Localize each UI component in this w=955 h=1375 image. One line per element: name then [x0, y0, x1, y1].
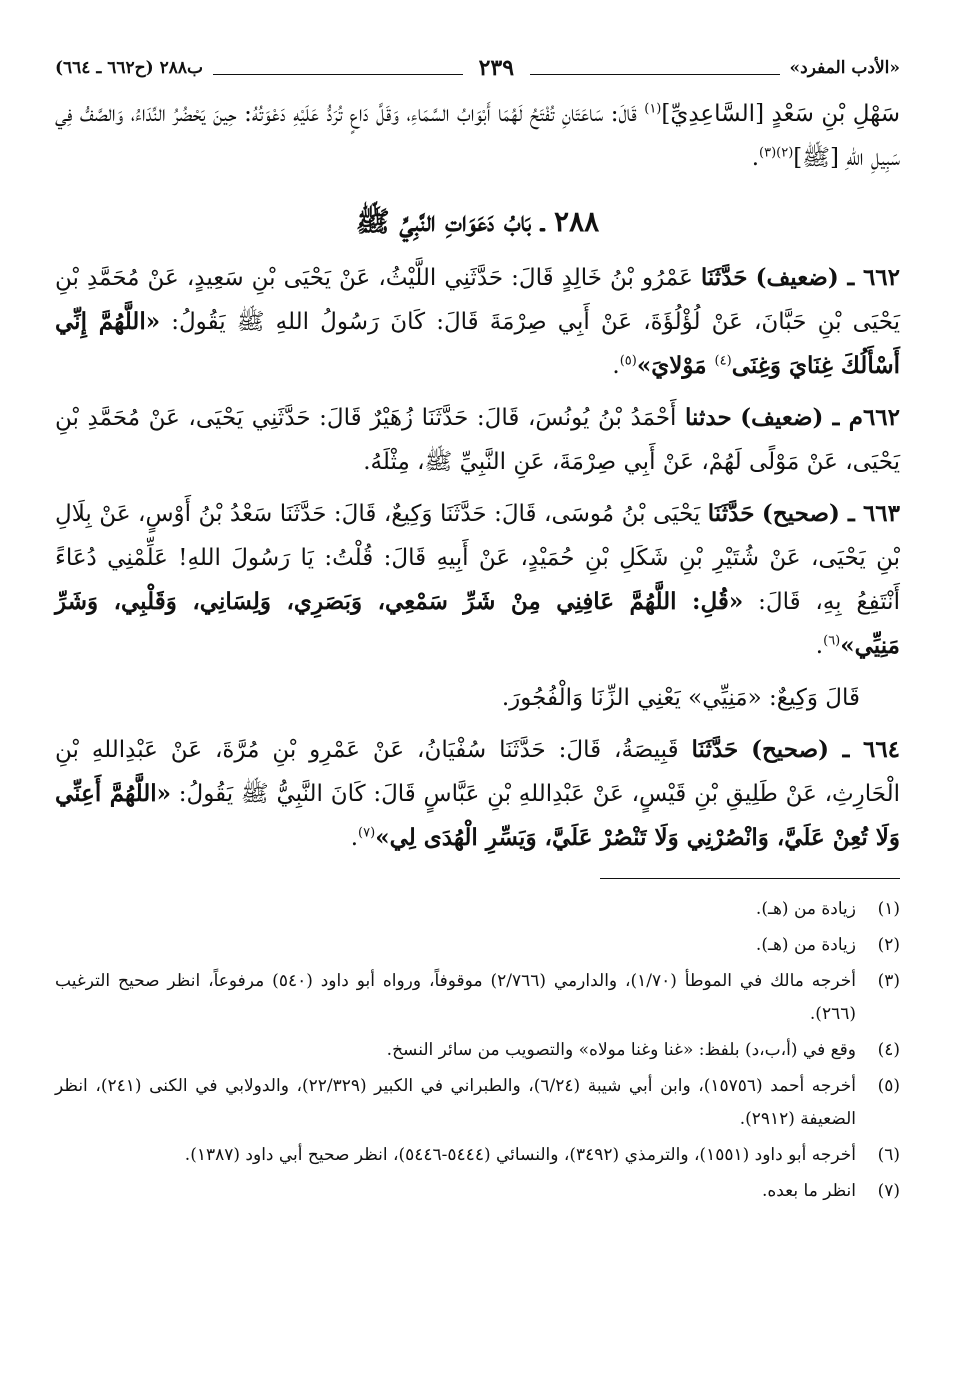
- footnote-ref-4: (٤): [714, 353, 732, 369]
- footnote-item: [55, 1139, 900, 1172]
- footnote-number: (٥): [877, 1076, 900, 1096]
- footnote-text: وقع في (أ،ب،د) بلفظ: «غنا وغنا مولاه» والتصويب من سائر النسخ.: [386, 1040, 856, 1060]
- hadith-number-grade: ٦٦٤ ـ (صحيح): [751, 736, 901, 763]
- hadith-end: .: [815, 633, 824, 659]
- haddathana: حَدَّثَنَا: [691, 736, 739, 763]
- wakee-note: قَالَ وَكِيعٌ: «مَنِيِّي» يَعْنِي الزِّنَا وَالْفُجُورَ.: [501, 685, 860, 711]
- hadith-number-grade: ٦٦٢م ـ (ضعيف): [740, 404, 901, 431]
- footnote-text: أخرجه أحمد (١٥٧٥٦)، وابن أبي شيبة (٦/٢٤)، والطبراني في الكبير (٢٢/٣٢٩)، والدولابي في الكنى (٢٤١)، انظر الضعيفة (٢٩١٢).: [55, 1076, 856, 1129]
- footnote-item: [55, 1175, 900, 1208]
- hadith-662: [55, 256, 900, 388]
- matn-a: «اللَّهُمَّ إِنِّي أَسْأَلُكَ غِنَايَ وَغِنَى: [55, 308, 900, 379]
- haddathana: حَدَّثَنَا: [700, 264, 748, 291]
- isnad: قَبِيصَةُ، قَالَ: حَدَّثَنَا سُفْيَانُ، عَنْ عَمْرِو بْنِ مُرَّةَ، عَنْ عَبْدِاللهِ بْنِ الْحَارِثِ، عَنْ طَلِيقِ بْنِ قَيْسٍ، عَنْ عَبْدِاللهِ بْنِ عَبَّاسٍ قَالَ: كَانَ النَّبِيُّ ﷺ يَقُولُ:: [55, 737, 901, 807]
- footnote-text: أخرجه مالك في الموطأ (١/٧٠)، والدارمي (٢/٧٦٦) موقوفاً، ورواه أبو داود (٥٤٠) مرفوعاً، انظر صحيح الترغيب (٢٦٦).: [55, 971, 856, 1024]
- isnad: أَحْمَدُ بْنُ يُونُسَ، قَالَ: حَدَّثَنَا زُهَيْرٌ قَالَ: حَدَّثَنِي يَحْيَى، عَنْ مُحَمَّدِ بْنِ يَحْيَى، عَنْ مَوْلًى لَهُمْ، عَنْ أَبِي صِرْمَةَ، عَنِ النَّبِيِّ ﷺ، مِثْلَهُ.: [55, 405, 900, 475]
- isnad: عَمْرُو بْنُ خَالِدٍ قَالَ: حَدَّثَنِي اللَّيْثُ، عَنْ يَحْيَى بْنِ سَعِيدٍ، عَنْ مُحَمَّدِ بْنِ يَحْيَى بْنِ حَبَّانَ، عَنْ لُؤْلُؤَةَ، عَنْ أَبِي صِرْمَةَ قَالَ: كَانَ رَسُولُ اللهِ ﷺ يَقُولُ:: [55, 265, 900, 335]
- header-rule-left: [213, 74, 463, 75]
- footnote-ref-6: (٦): [823, 633, 841, 649]
- hadith-end: .: [350, 825, 359, 851]
- hadith-number-grade: ٦٦٢ ـ (ضعيف): [755, 264, 900, 291]
- matn-a: «قُلِ: اللَّهُمَّ عَافِنِي مِنْ شَرِّ سَمْعِي، وَبَصَرِي، وَلِسَانِي، وَقَلْبِي، وَشَرِّ مَنِيِّي»: [55, 588, 900, 659]
- haddathana: حدثنا: [685, 404, 732, 431]
- footnote-item: [55, 929, 900, 962]
- footnote-ref-2-3: (٢)(٣): [759, 145, 794, 161]
- header-book-title: «الأدب المفرد»: [789, 58, 900, 78]
- footnote-text: زيادة من (هـ).: [755, 935, 856, 955]
- intro-end: .: [751, 145, 760, 171]
- header-rule-right: [530, 74, 780, 75]
- footnote-number: (٤): [877, 1040, 900, 1060]
- footnote-ref-1: (١): [644, 101, 662, 117]
- book-page: [55, 48, 900, 1211]
- footnote-number: (٧): [877, 1181, 900, 1201]
- footnote-text: زيادة من (هـ).: [755, 899, 856, 919]
- page-number: ٢٣٩: [478, 55, 515, 81]
- matn-a: «اللَّهُمَّ أَعِنِّي وَلَا تُعِنْ عَلَيَّ، وَانْصُرْنِي وَلَا تَنْصُرْ عَلَيَّ، وَيَسِّرِ الْهُدَى لِي»: [55, 780, 900, 851]
- chapter-title: ٢٨٨ ـ بَابُ دَعَوَاتِ النَّبِيِّ ﷺ: [355, 205, 600, 238]
- hadith-end: .: [612, 353, 620, 379]
- hadith-number-grade: ٦٦٣ ـ (صحيح): [761, 500, 900, 527]
- hadith-662m: [55, 396, 900, 484]
- footnote-text: أخرجه أبو داود (١٥٥١)، والترمذي (٣٤٩٢)، والنسائي (٥٤٤٤-٥٤٤٦)، انظر صحيح أبي داود (١٣٨٧).: [184, 1145, 856, 1165]
- footnote-text: انظر ما بعده.: [761, 1181, 856, 1201]
- footnote-ref-7: (٧): [358, 825, 376, 841]
- isnad: يَحْيَى بْنُ مُوسَى، قَالَ: حَدَّثَنَا وَكِيعٌ، قَالَ: حَدَّثَنَا سَعْدُ بْنُ أَوْسٍ، عَنْ بِلَالِ بْنِ يَحْيَى، عَنْ شُتَيْرِ بْنِ شَكَلِ بْنِ حُمَيْدٍ، عَنْ أَبِيهِ قَالَ: قُلْتُ: يَا رَسُولَ اللهِ! عَلِّمْنِي دُعَاءً أَنْتَفِعُ بِهِ، قَالَ:: [55, 501, 900, 615]
- footnote-item: [55, 1034, 900, 1067]
- footnote-ref-5: (٥): [619, 353, 637, 369]
- hadith-664: [55, 728, 900, 860]
- hadith-663: [55, 492, 900, 668]
- footnote-number: (١): [877, 899, 900, 919]
- footnotes-list: [55, 893, 900, 1208]
- footnote-number: (٦): [877, 1145, 900, 1165]
- footnote-separator: [600, 878, 900, 879]
- matn-b: مَوْلايَ»: [636, 352, 715, 379]
- header-chapter-ref: ب٢٨٨ (ح٦٦٢ ـ ٦٦٤): [54, 58, 204, 78]
- running-header: [55, 48, 900, 88]
- footnote-item: [55, 1070, 900, 1136]
- intro-text-b: قَالَ: سَاعَتَانِ تُفْتَحُ لَهُمَا أَبْوَابُ السَّمَاءِ، وَقَلَّ دَاعٍ تُرَدُّ عَلَيْهِ دَعْوَتُهُ: حِينَ يَحْضُرُ النِّدَاءُ، وَالصَّفُّ فِي سَبِيلِ اللهِ [ﷺ]: [55, 101, 900, 171]
- intro-text-a: سَهْلِ بْنِ سَعْدٍ [السَّاعِدِيِّ]: [661, 101, 900, 127]
- footnote-number: (٣): [877, 971, 900, 991]
- footnote-number: (٢): [877, 935, 900, 955]
- footnote-item: [55, 965, 900, 1031]
- haddathana: حَدَّثَنَا: [707, 500, 755, 527]
- footnote-item: [55, 893, 900, 926]
- intro-paragraph: [55, 92, 900, 180]
